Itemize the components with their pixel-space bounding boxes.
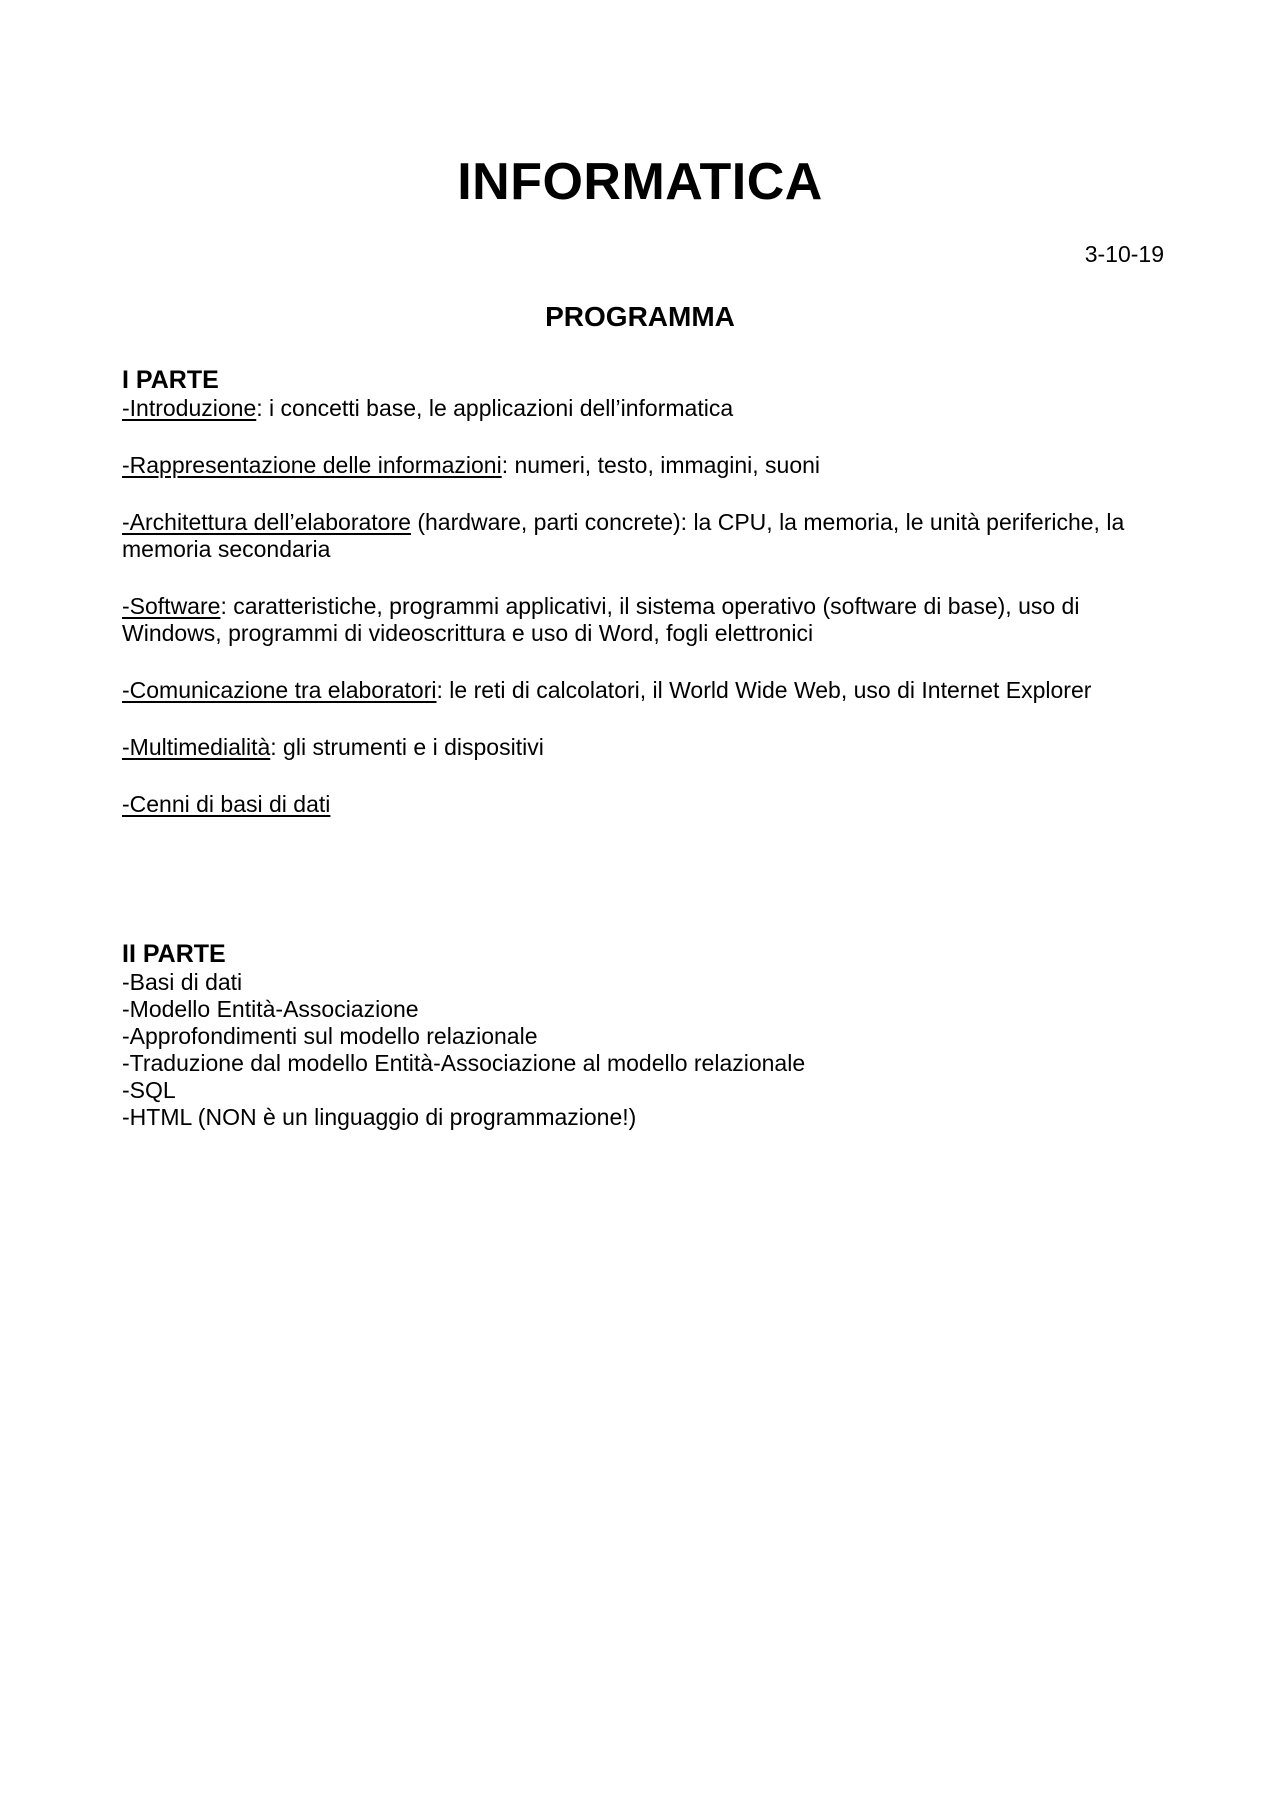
document-body: [122, 366, 1172, 1131]
topic-description: : gli strumenti e i dispositivi: [270, 734, 544, 760]
part-two-section: [122, 940, 1172, 1131]
topic-description: : numeri, testo, immagini, suoni: [501, 452, 821, 478]
list-item: [122, 395, 1172, 422]
list-item: -Modello Entità-Associazione: [122, 996, 419, 1022]
list-item: [122, 593, 1172, 647]
topic-title: -Multimedialità: [122, 734, 271, 760]
topic-description: (hardware, parti concrete): la CPU, la memoria, le unità periferiche, la memoria secondaria: [122, 509, 1125, 562]
list-item: [122, 734, 1172, 761]
list-item: -HTML (NON è un linguaggio di programmazione!): [122, 1104, 637, 1130]
list-item: [122, 677, 1172, 704]
part-one-section: [122, 366, 1172, 818]
topic-description: : le reti di calcolatori, il World Wide Web, uso di Internet Explorer: [436, 677, 1092, 703]
list-item: [122, 452, 1172, 479]
part-two-heading: II PARTE: [122, 940, 226, 968]
topic-title: -Architettura dell’elaboratore: [122, 509, 411, 535]
document-title: INFORMATICA: [457, 153, 823, 211]
document-subtitle: PROGRAMMA: [545, 301, 735, 332]
list-item: -Traduzione dal modello Entità-Associazione al modello relazionale: [122, 1050, 806, 1076]
list-item: -Approfondimenti sul modello relazionale: [122, 1023, 538, 1049]
list-item: [122, 791, 1172, 818]
list-item: [122, 509, 1172, 563]
topic-title: -Software: [122, 593, 221, 619]
topic-title: -Comunicazione tra elaboratori: [122, 677, 437, 703]
topic-title: -Rappresentazione delle informazioni: [122, 452, 502, 478]
list-item: -SQL: [122, 1077, 176, 1103]
document-date: 3-10-19: [1084, 241, 1164, 267]
list-item: -Basi di dati: [122, 969, 243, 995]
part-one-list: [122, 395, 1172, 818]
topic-title: -Cenni di basi di dati: [122, 791, 331, 817]
part-one-heading: I PARTE: [122, 366, 219, 394]
topic-description: : i concetti base, le applicazioni dell’informatica: [256, 395, 734, 421]
topic-description: : caratteristiche, programmi applicativi, il sistema operativo (software di base), uso di Windows, programmi di videoscrittura e uso di Word, fogli elettronici: [122, 593, 1080, 646]
topic-title: -Introduzione: [122, 395, 257, 421]
part-two-list: [122, 969, 1172, 1131]
